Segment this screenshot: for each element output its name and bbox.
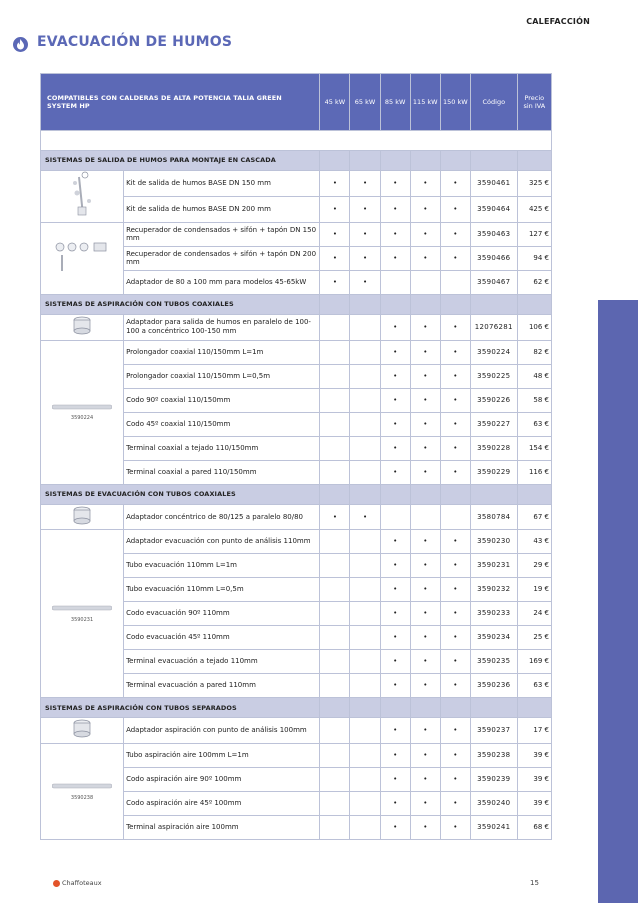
header-desc: COMPATIBLES CON CALDERAS DE ALTA POTENCIA TALIA GREEN SYSTEM HP	[41, 74, 320, 131]
section-header-cell	[320, 484, 350, 504]
header-col-115kw: 115 kW	[410, 74, 440, 131]
table-header-row	[41, 74, 552, 131]
section-title: SISTEMAS DE ASPIRACIÓN CON TUBOS SEPARADOS	[41, 698, 320, 718]
section-header-cell	[380, 151, 410, 171]
compat-cell: •	[410, 650, 440, 674]
section-header-cell	[410, 698, 440, 718]
brand-dot-icon	[53, 880, 60, 887]
section-title: SISTEMAS DE SALIDA DE HUMOS PARA MONTAJE EN CASCADA	[41, 151, 320, 171]
product-description: Prolongador coaxial 110/150mm L=0,5m	[124, 364, 320, 388]
compat-cell: •	[380, 602, 410, 626]
brand-logo	[53, 879, 102, 887]
compat-cell: •	[410, 412, 440, 436]
product-code: 3580784	[470, 504, 517, 530]
compat-cell	[350, 388, 380, 412]
section-header-cell	[517, 151, 551, 171]
product-price: 39 €	[517, 744, 551, 768]
compat-cell	[350, 744, 380, 768]
compat-cell: •	[320, 222, 350, 246]
product-price: 17 €	[517, 718, 551, 744]
compat-cell: •	[440, 340, 470, 364]
section-header-cell	[440, 484, 470, 504]
compat-cell	[350, 718, 380, 744]
product-price: 62 €	[517, 270, 551, 294]
product-image	[41, 340, 124, 484]
section-header-cell	[350, 698, 380, 718]
product-image	[41, 314, 124, 340]
section-header-cell	[517, 294, 551, 314]
section-header-row	[41, 484, 552, 504]
compat-cell: •	[410, 602, 440, 626]
product-code: 3590228	[470, 436, 517, 460]
product-price: 127 €	[517, 222, 551, 246]
product-price: 19 €	[517, 578, 551, 602]
compat-cell: •	[350, 222, 380, 246]
compat-cell: •	[440, 554, 470, 578]
product-description: Adaptador concéntrico de 80/125 a paralelo 80/80	[124, 504, 320, 530]
compat-cell: •	[380, 674, 410, 698]
product-description: Tubo aspiración aire 100mm L=1m	[124, 744, 320, 768]
compat-cell: •	[440, 412, 470, 436]
compat-cell	[350, 364, 380, 388]
product-code: 3590239	[470, 768, 517, 792]
compat-cell: •	[410, 314, 440, 340]
section-header-cell	[470, 151, 517, 171]
compat-cell: •	[380, 650, 410, 674]
product-price: 325 €	[517, 171, 551, 197]
header-col-45kw: 45 kW	[320, 74, 350, 131]
product-code: 3590237	[470, 718, 517, 744]
compat-cell	[350, 340, 380, 364]
compat-cell	[350, 412, 380, 436]
product-description: Kit de salida de humos BASE DN 150 mm	[124, 171, 320, 197]
compat-cell: •	[440, 626, 470, 650]
compat-cell: •	[440, 602, 470, 626]
product-description: Adaptador evacuación con punto de análisis 110mm	[124, 530, 320, 554]
compat-cell: •	[440, 792, 470, 816]
product-code: 12076281	[470, 314, 517, 340]
compat-cell: •	[380, 388, 410, 412]
page-title: EVACUACIÓN DE HUMOS	[37, 34, 233, 50]
section-header-cell	[320, 698, 350, 718]
compat-cell: •	[410, 578, 440, 602]
section-header-cell	[470, 484, 517, 504]
compat-cell	[320, 460, 350, 484]
compat-cell: •	[410, 246, 440, 270]
section-header-cell	[410, 151, 440, 171]
compat-cell: •	[410, 364, 440, 388]
table-row	[41, 504, 552, 530]
section-header-cell	[350, 484, 380, 504]
compat-cell: •	[380, 626, 410, 650]
compat-cell	[320, 436, 350, 460]
compat-cell: •	[380, 718, 410, 744]
product-description: Recuperador de condensados + sifón + tapón DN 200 mm	[124, 246, 320, 270]
product-price: 58 €	[517, 388, 551, 412]
product-code: 3590227	[470, 412, 517, 436]
compat-cell	[410, 270, 440, 294]
compat-cell: •	[380, 246, 410, 270]
section-header-cell	[320, 151, 350, 171]
compat-cell: •	[380, 222, 410, 246]
section-header-cell	[517, 698, 551, 718]
compat-cell: •	[350, 196, 380, 222]
compat-cell	[320, 744, 350, 768]
product-code: 3590226	[470, 388, 517, 412]
compat-cell: •	[380, 816, 410, 840]
compat-cell: •	[380, 314, 410, 340]
compat-cell: •	[380, 196, 410, 222]
product-description: Adaptador de 80 a 100 mm para modelos 45-65kW	[124, 270, 320, 294]
compat-cell	[320, 364, 350, 388]
section-tag: CALEFACCIÓN	[526, 17, 590, 26]
product-code: 3590467	[470, 270, 517, 294]
compat-cell: •	[380, 530, 410, 554]
compat-cell: •	[410, 768, 440, 792]
section-header-cell	[470, 294, 517, 314]
compat-cell: •	[440, 460, 470, 484]
compat-cell: •	[440, 718, 470, 744]
price-table	[40, 73, 552, 840]
table-row	[41, 718, 552, 744]
product-description: Adaptador para salida de humos en paralelo de 100-100 a concéntrico 100-150 mm	[124, 314, 320, 340]
product-price: 116 €	[517, 460, 551, 484]
compat-cell	[320, 412, 350, 436]
table-row	[41, 744, 552, 768]
compat-cell: •	[380, 578, 410, 602]
image-caption: 3590224	[70, 415, 94, 422]
product-code: 3590236	[470, 674, 517, 698]
product-price: 106 €	[517, 314, 551, 340]
compat-cell: •	[440, 768, 470, 792]
compat-cell: •	[440, 222, 470, 246]
section-header-cell	[410, 484, 440, 504]
compat-cell	[410, 504, 440, 530]
compat-cell: •	[440, 530, 470, 554]
product-description: Adaptador aspiración con punto de análisis 100mm	[124, 718, 320, 744]
section-header-cell	[350, 151, 380, 171]
product-image	[41, 744, 124, 840]
compat-cell: •	[440, 816, 470, 840]
compat-cell: •	[410, 530, 440, 554]
product-code: 3590464	[470, 196, 517, 222]
image-caption: 3590231	[70, 617, 94, 623]
product-price: 39 €	[517, 768, 551, 792]
product-code: 3590466	[470, 246, 517, 270]
compat-cell: •	[380, 436, 410, 460]
product-description: Codo evacuación 45º 110mm	[124, 626, 320, 650]
flame-icon	[13, 37, 28, 52]
compat-cell: •	[440, 650, 470, 674]
compat-cell: •	[410, 816, 440, 840]
product-code: 3590229	[470, 460, 517, 484]
compat-cell: •	[410, 340, 440, 364]
compat-cell	[350, 768, 380, 792]
section-title: SISTEMAS DE ASPIRACIÓN CON TUBOS COAXIALES	[41, 294, 320, 314]
product-price: 169 €	[517, 650, 551, 674]
compat-cell: •	[410, 626, 440, 650]
product-code: 3590225	[470, 364, 517, 388]
header-col-code: Código	[470, 74, 517, 131]
compat-cell: •	[410, 222, 440, 246]
product-price: 154 €	[517, 436, 551, 460]
compat-cell	[320, 792, 350, 816]
compat-cell: •	[410, 718, 440, 744]
compat-cell	[350, 626, 380, 650]
side-accent-bar	[598, 300, 638, 903]
compat-cell	[320, 718, 350, 744]
compat-cell: •	[380, 171, 410, 197]
section-header-row	[41, 151, 552, 171]
compat-cell: •	[410, 196, 440, 222]
product-image	[41, 718, 124, 744]
compat-cell: •	[410, 554, 440, 578]
compat-cell: •	[320, 171, 350, 197]
product-image	[41, 530, 124, 698]
compat-cell: •	[380, 744, 410, 768]
compat-cell	[350, 436, 380, 460]
compat-cell	[320, 314, 350, 340]
compat-cell	[320, 388, 350, 412]
product-price: 43 €	[517, 530, 551, 554]
compat-cell: •	[440, 578, 470, 602]
compat-cell: •	[380, 768, 410, 792]
compat-cell: •	[380, 364, 410, 388]
product-price: 24 €	[517, 602, 551, 626]
section-header-cell	[380, 484, 410, 504]
product-description: Codo 90º coaxial 110/150mm	[124, 388, 320, 412]
compat-cell: •	[380, 412, 410, 436]
compat-cell	[320, 602, 350, 626]
product-description: Codo evacuación 90º 110mm	[124, 602, 320, 626]
product-code: 3590232	[470, 578, 517, 602]
compat-cell: •	[320, 246, 350, 270]
product-image	[41, 171, 124, 223]
section-header-cell	[350, 294, 380, 314]
product-code: 3590463	[470, 222, 517, 246]
compat-cell	[440, 504, 470, 530]
section-header-cell	[470, 698, 517, 718]
product-code: 3590241	[470, 816, 517, 840]
product-price: 29 €	[517, 554, 551, 578]
product-description: Terminal coaxial a pared 110/150mm	[124, 460, 320, 484]
compat-cell: •	[350, 171, 380, 197]
compat-cell: •	[410, 674, 440, 698]
compat-cell: •	[350, 270, 380, 294]
compat-cell: •	[410, 388, 440, 412]
product-description: Tubo evacuación 110mm L=0,5m	[124, 578, 320, 602]
compat-cell	[320, 530, 350, 554]
header-col-85kw: 85 kW	[380, 74, 410, 131]
compat-cell	[350, 792, 380, 816]
compat-cell: •	[440, 388, 470, 412]
compat-cell	[350, 674, 380, 698]
compat-cell: •	[440, 436, 470, 460]
compat-cell	[320, 816, 350, 840]
header-col-150kw: 150 kW	[440, 74, 470, 131]
compat-cell	[380, 270, 410, 294]
compat-cell	[320, 626, 350, 650]
compat-cell	[320, 650, 350, 674]
product-description: Codo 45º coaxial 110/150mm	[124, 412, 320, 436]
section-header-cell	[440, 151, 470, 171]
compat-cell	[350, 816, 380, 840]
compat-cell: •	[440, 246, 470, 270]
section-header-cell	[320, 294, 350, 314]
compat-cell: •	[320, 504, 350, 530]
product-price: 63 €	[517, 412, 551, 436]
product-description: Prolongador coaxial 110/150mm L=1m	[124, 340, 320, 364]
table-row	[41, 222, 552, 246]
compat-cell	[350, 460, 380, 484]
product-description: Codo aspiración aire 90º 100mm	[124, 768, 320, 792]
product-code: 3590240	[470, 792, 517, 816]
compat-cell	[350, 554, 380, 578]
section-header-row	[41, 698, 552, 718]
compat-cell	[350, 650, 380, 674]
compat-cell: •	[410, 436, 440, 460]
product-price: 39 €	[517, 792, 551, 816]
product-price: 82 €	[517, 340, 551, 364]
compat-cell: •	[380, 460, 410, 484]
table-row	[41, 171, 552, 197]
compat-cell: •	[380, 554, 410, 578]
product-description: Terminal aspiración aire 100mm	[124, 816, 320, 840]
product-price: 48 €	[517, 364, 551, 388]
section-header-cell	[517, 484, 551, 504]
compat-cell: •	[410, 171, 440, 197]
table-row	[41, 340, 552, 364]
product-code: 3590231	[470, 554, 517, 578]
compat-cell: •	[440, 314, 470, 340]
section-header-cell	[410, 294, 440, 314]
product-code: 3590224	[470, 340, 517, 364]
product-description: Kit de salida de humos BASE DN 200 mm	[124, 196, 320, 222]
product-code: 3590230	[470, 530, 517, 554]
product-description: Recuperador de condensados + sifón + tapón DN 150 mm	[124, 222, 320, 246]
compat-cell	[320, 340, 350, 364]
compat-cell	[350, 530, 380, 554]
compat-cell	[320, 674, 350, 698]
product-price: 25 €	[517, 626, 551, 650]
compat-cell: •	[410, 744, 440, 768]
product-image	[41, 222, 124, 294]
compat-cell: •	[320, 196, 350, 222]
brand-name: Chaffoteaux	[62, 879, 102, 887]
product-image	[41, 504, 124, 530]
compat-cell	[350, 314, 380, 340]
compat-cell: •	[350, 504, 380, 530]
section-header-cell	[440, 294, 470, 314]
compat-cell: •	[380, 340, 410, 364]
product-description: Codo aspiración aire 45º 100mm	[124, 792, 320, 816]
compat-cell: •	[410, 460, 440, 484]
product-price: 63 €	[517, 674, 551, 698]
product-code: 3590235	[470, 650, 517, 674]
compat-cell	[320, 554, 350, 578]
section-title: SISTEMAS DE EVACUACIÓN CON TUBOS COAXIALES	[41, 484, 320, 504]
section-header-row	[41, 294, 552, 314]
compat-cell: •	[410, 792, 440, 816]
header-col-price: Precio sin IVA	[517, 74, 551, 131]
compat-cell: •	[320, 270, 350, 294]
product-price: 425 €	[517, 196, 551, 222]
product-code: 3590233	[470, 602, 517, 626]
product-price: 67 €	[517, 504, 551, 530]
compat-cell	[320, 578, 350, 602]
compat-cell: •	[440, 674, 470, 698]
product-price: 94 €	[517, 246, 551, 270]
compat-cell: •	[440, 744, 470, 768]
table-row	[41, 314, 552, 340]
compat-cell: •	[380, 792, 410, 816]
compat-cell	[320, 768, 350, 792]
product-code: 3590238	[470, 744, 517, 768]
compat-cell	[350, 578, 380, 602]
product-description: Terminal evacuación a pared 110mm	[124, 674, 320, 698]
image-caption: 3590238	[70, 794, 94, 801]
product-description: Terminal evacuación a tejado 110mm	[124, 650, 320, 674]
compat-cell: •	[350, 246, 380, 270]
product-code: 3590461	[470, 171, 517, 197]
compat-cell: •	[440, 364, 470, 388]
product-price: 68 €	[517, 816, 551, 840]
compat-cell	[380, 504, 410, 530]
product-description: Terminal coaxial a tejado 110/150mm	[124, 436, 320, 460]
product-description: Tubo evacuación 110mm L=1m	[124, 554, 320, 578]
section-header-cell	[380, 698, 410, 718]
section-header-cell	[380, 294, 410, 314]
product-code: 3590234	[470, 626, 517, 650]
header-col-65kw: 65 kW	[350, 74, 380, 131]
compat-cell	[350, 602, 380, 626]
table-row	[41, 530, 552, 554]
page-number: 15	[530, 879, 539, 887]
spacer-row	[41, 131, 552, 151]
compat-cell	[440, 270, 470, 294]
compat-cell: •	[440, 196, 470, 222]
compat-cell: •	[440, 171, 470, 197]
section-header-cell	[440, 698, 470, 718]
